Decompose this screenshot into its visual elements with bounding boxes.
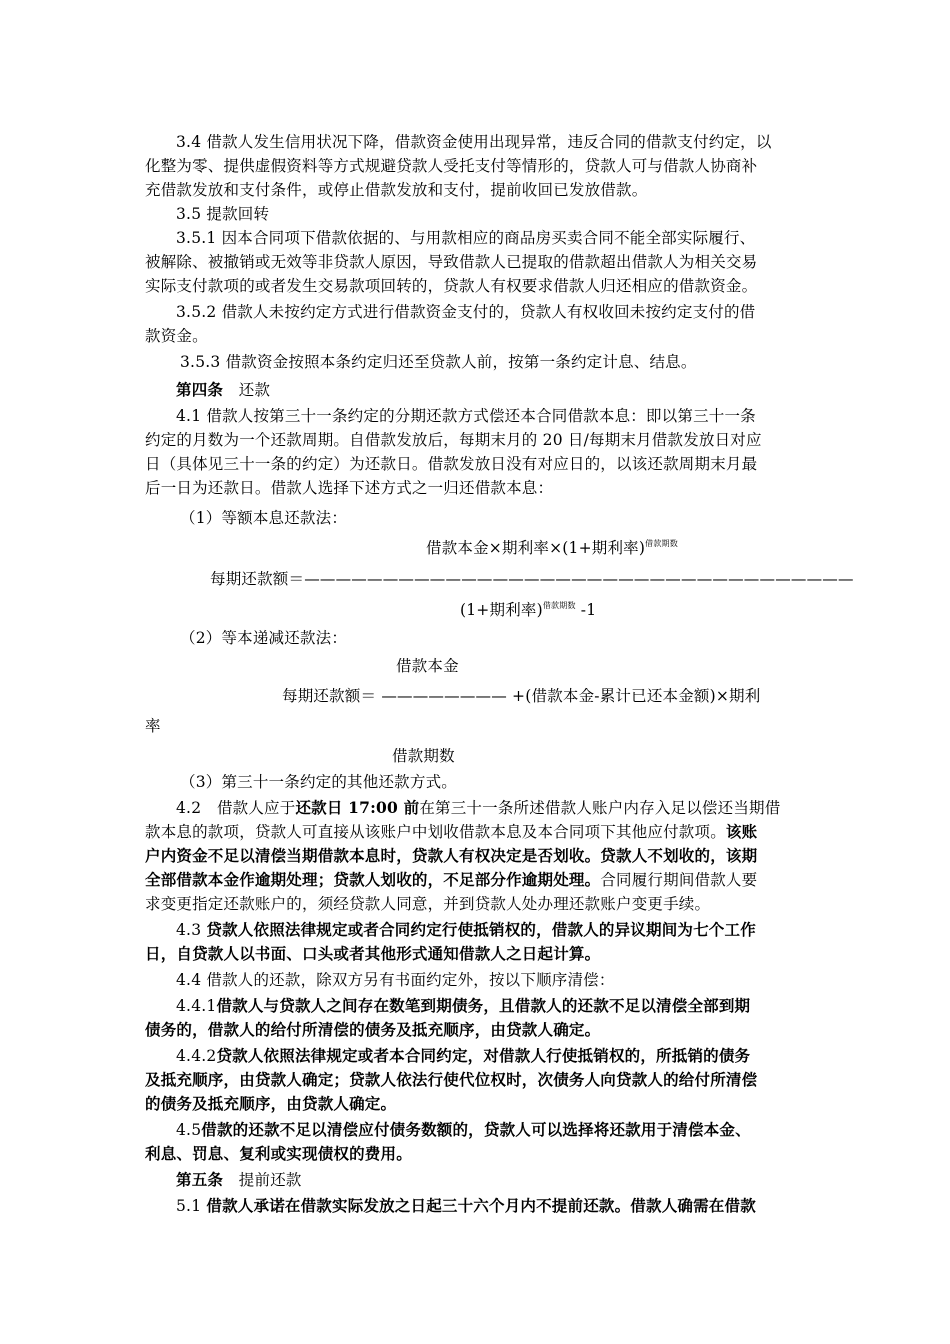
text-line [145,1092,396,1116]
text-segment: （3）第三十一条约定的其他还款方式。 [180,773,457,791]
text-segment: 该账 [725,822,758,841]
text-segment: 4.4.2 [176,1047,217,1065]
text-segment: 全部借款本金作逾期处理；贷款人划收的，不足部分作逾期处理。 [145,870,601,889]
text-segment: 3.5.2 借款人未按约定方式进行借款资金支付的，贷款人有权收回未按约定支付的借 [176,303,756,321]
text-line [210,567,854,591]
text-line [176,1168,302,1192]
text-segment: 5.1 [176,1197,207,1215]
text-segment: 实际支付款项的或者发生交易款项回转的，贷款人有权要求借款人归还相应的借款资金。 [145,277,758,295]
text-line [180,350,697,374]
text-line [145,476,553,500]
superscript-text: 借款期数 [542,601,576,610]
text-segment: 3.5.3 借款资金按照本条约定归还至贷款人前，按第一条约定计息、结息。 [180,353,697,371]
text-line [145,452,757,476]
text-line [176,378,270,402]
text-segment: 合同履行期间借款人要 [600,871,758,889]
text-segment: 及抵充顺序，由贷款人确定；贷款人依法行使代位权时，次债务人向贷款人的给付所清偿 [145,1070,758,1089]
text-segment: 3.5 提款回转 [176,205,270,223]
text-segment: 3.4 借款人发生信用状况下降，借款资金使用出现异常，违反合同的借款支付约定，以 [176,133,772,151]
text-segment: (1+期利率) [460,601,543,619]
text-segment: 每期还款额＝——————————————————————————————————— [210,570,854,588]
text-segment: 款本息的款项，贷款人可直接从该账户中划收借款本息及本合同项下其他应付款项。 [145,823,726,841]
text-line [460,598,596,625]
text-line [180,506,347,530]
text-segment: 约定的月数为一个还款周期。自借款发放后，每期末月的 20 日/每期末月借款发放日对应 [145,431,762,449]
text-segment: 后一日为还款日。借款人选择下述方式之一归还借款本息： [145,479,554,497]
text-line [180,626,347,650]
text-segment: 款资金。 [145,327,208,345]
text-segment: 借款期数 [392,747,455,765]
text-line [145,178,647,202]
text-line [176,994,750,1018]
text-segment: 借款人与贷款人之间存在数笔到期债务，且借款人的还款不足以清偿全部到期 [216,996,751,1015]
text-line [176,1194,756,1218]
text-line [145,274,757,298]
text-line [396,654,459,678]
text-segment: 率 [145,717,161,735]
text-line [176,1118,751,1142]
text-segment: 日（具体见三十一条的约定）为还款日。借款发放日没有对应日的，以该还款周期末月最 [145,455,758,473]
text-segment: 3.5.1 因本合同项下借款依据的、与用款相应的商品房买卖合同不能全部实际履行、 [176,229,756,247]
text-segment: 提前还款 [223,1171,302,1189]
text-segment: 4.5 [176,1121,202,1139]
text-segment: 充借款发放和支付条件，或停止借款发放和支付，提前收回已发放借款。 [145,181,648,199]
text-line [145,1142,412,1166]
text-segment: 求变更指定还款账户的，须经贷款人同意，并到贷款人处办理还款账户变更手续。 [145,895,711,913]
superscript-text: 借款期数 [645,539,678,548]
text-segment: 4.4.1 [176,997,217,1015]
text-line [176,1044,750,1068]
text-line [145,942,600,966]
text-segment: 还款 [223,381,271,399]
text-line [176,202,269,226]
text-line [176,300,755,324]
text-segment: 借款本金 [396,657,459,675]
text-line [145,1018,600,1042]
text-segment: （2）等本递减还款法： [180,629,348,647]
text-segment: 4.4 借款人的还款，除双方另有书面约定外，按以下顺序清偿： [176,971,615,989]
text-line [180,770,457,794]
text-line [426,536,678,563]
text-line [145,714,161,738]
text-segment: 的债务及抵充顺序，由贷款人确定。 [145,1094,397,1113]
text-segment: 在第三十一条所述借款人账户内存入足以偿还当期借 [419,799,781,817]
text-line [176,226,755,250]
text-line [145,250,757,274]
text-segment: 被解除、被撤销或无效等非贷款人原因，导致借款人已提取的借款超出借款人为相关交易 [145,253,758,271]
text-line [176,968,615,992]
text-line [145,324,208,348]
text-segment: 贷款人依照法律规定或者本合同约定，对借款人行使抵销权的，所抵销的债务 [216,1046,751,1065]
text-line [145,1068,757,1092]
text-segment: 还款日 17:00 前 [295,798,420,817]
text-segment: 借款的还款不足以清偿应付债务数额的，贷款人可以选择将还款用于清偿本金、 [201,1120,751,1139]
text-segment: 每期还款额＝ ———————— +(借款本金-累计已还本金额)×期利 [282,687,761,705]
text-segment: 借款人承诺在借款实际发放之日起三十六个月内不提前还款。借款人确需在借款 [206,1196,756,1215]
text-segment: 第四条 [176,380,224,399]
text-segment: 化整为零、提供虚假资料等方式规避贷款人受托支付等情形的，贷款人可与借款人协商补 [145,157,758,175]
text-segment: 债务的，借款人的给付所清偿的债务及抵充顺序，由贷款人确定。 [145,1020,601,1039]
text-segment: 借款本金×期利率×(1+期利率) [426,539,646,557]
text-line [145,820,757,844]
text-line [176,796,780,820]
text-line [145,868,757,892]
text-segment: 利息、罚息、复利或实现债权的费用。 [145,1144,412,1163]
text-segment: 户内资金不足以清偿当期借款本息时，贷款人有权决定是否划收。贷款人不划收的，该期 [145,846,758,865]
text-line [392,744,455,768]
text-segment: （1）等额本息还款法： [180,509,348,527]
text-line [145,428,762,452]
text-line [145,154,757,178]
text-segment: 贷款人依照法律规定或者合同约定行使抵销权的，借款人的异议期间为七个工作 [206,920,756,939]
text-line [176,918,756,942]
text-line [176,404,756,428]
text-line [282,684,760,708]
text-segment: -1 [575,601,597,619]
text-segment: 4.3 [176,921,207,939]
text-segment: 第五条 [176,1170,224,1189]
text-segment: 4.2 借款人应于 [176,799,296,817]
text-segment: 4.1 借款人按第三十一条约定的分期还款方式偿还本合同借款本息：即以第三十一条 [176,407,756,425]
text-segment: 日，自贷款人以书面、口头或者其他形式通知借款人之日起计算。 [145,944,601,963]
text-line [145,892,710,916]
text-line [176,130,772,154]
text-line [145,844,757,868]
